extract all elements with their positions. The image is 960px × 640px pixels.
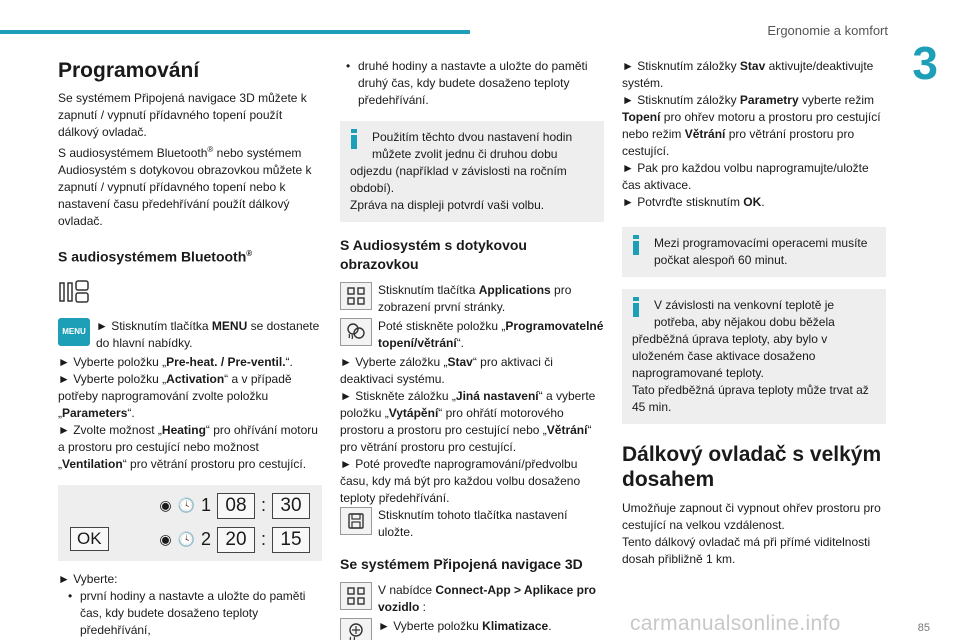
save-icon <box>340 507 372 535</box>
menu-button-icon: MENU <box>58 318 90 346</box>
step-confirm: ► Potvrďte stisknutím OK. <box>622 195 765 209</box>
section-title: Programování <box>58 59 200 82</box>
column-left <box>58 58 322 639</box>
chapter-number: 3 <box>912 37 938 89</box>
intro-paragraph-2: S audiosystémem Bluetooth® nebo systémem Audiosystém s dotykovou obrazovkou můžete k zapnutí / vypnutí přídavného topení nebo k nastavení času předehřívání použít dálkový ovladač. <box>58 145 312 228</box>
info-box: Použitím těchto dvou nastavení hodin můžete zvolit jednu či druhou dobu odjezdu (například v závislosti na ročním období). Zpráva na displeji potvrdí vaši volbu. <box>340 121 604 222</box>
list-item: • druhé hodiny a nastavte a uložte do paměti druhý čas, kdy budete dosaženo teploty předehřívání. <box>346 58 604 109</box>
step-activation: ► Vyberte položku „Activation“ a v případě potřeby naprogramování zvolte položku „Parameters“. <box>58 371 292 420</box>
step-other-settings: ► Stiskněte záložku „Jiná nastavení“ a vyberte položku „Vytápění“ pro ohřátí motorového prostoru a prostoru pro cestující nebo „Větrání“ pro větrání prostoru pro cestující. <box>340 389 596 454</box>
column-middle <box>340 58 604 640</box>
step-programmable: Poté stiskněte položku „Programovatelné topení/větrání“. <box>378 319 604 350</box>
timer-display-illustration <box>58 485 322 561</box>
timer-row-2: ◉ 🕓 2 20 : 15 <box>159 527 310 553</box>
programmable-heating-icon <box>340 318 372 346</box>
section-title-remote: Dálkový ovladač s velkým dosahem <box>622 443 882 491</box>
clock-list <box>58 588 322 639</box>
step-program-time: ► Poté proveďte naprogramování/předvolbu času, kdy má být pro každou volbu dosaženo teploty předehřívání. <box>340 457 581 505</box>
info-icon <box>630 297 642 317</box>
clock-icon: 🕓 <box>177 497 195 514</box>
step-climate: ► Vyberte položku Klimatizace. <box>378 619 552 633</box>
clock-list-cont <box>340 58 604 109</box>
radio-on-icon: ◉ <box>159 531 172 548</box>
chapter-title: Ergonomie a komfort <box>767 23 888 38</box>
step-heating: ► Zvolte možnost „Heating“ pro ohřívání motoru a prostoru pro cestující nebo možnost „Ventilation“ pro větrání prostoru pro cestující. <box>58 422 318 471</box>
subsection-title-navigation: Se systémem Připojená navigace 3D <box>340 556 583 572</box>
climate-icon <box>340 618 372 640</box>
step-connect-app: V nabídce Connect-App > Aplikace pro vozidlo : <box>378 583 596 614</box>
ok-icon: OK <box>70 527 109 551</box>
step-status-tab: ► Vyberte záložku „Stav“ pro aktivaci či deaktivaci systému. <box>340 355 553 386</box>
radio-on-icon: ◉ <box>159 497 172 514</box>
info-icon <box>348 129 360 149</box>
timer-row-1: ◉ 🕓 1 08 : 30 <box>159 493 310 519</box>
list-item: • první hodiny a nastavte a uložte do paměti čas, kdy budete dosaženo teploty předehřívání, <box>68 588 322 639</box>
choose-label: ► Vyberte: <box>58 571 118 586</box>
step-parameters: ► Stisknutím záložky Parametry vyberte režim Topení pro ohřev motoru a prostoru pro cestující nebo režim Větrání pro větrání prostoru pro cestující. <box>622 93 881 158</box>
step-applications: Stisknutím tlačítka Applications pro zobrazení první stránky. <box>378 283 572 314</box>
info-box: Mezi programovacími operacemi musíte počkat alespoň 60 minut. <box>622 227 886 277</box>
column-right <box>622 58 886 568</box>
header-accent-bar <box>0 30 470 34</box>
subsection-title-touchscreen: S Audiosystém s dotykovou obrazovkou <box>340 237 527 272</box>
step-status: ► Stisknutím záložky Stav aktivujte/deaktivujte systém. <box>622 59 874 90</box>
step-save: Stisknutím tohoto tlačítka nastavení uložte. <box>378 508 568 539</box>
step-menu: ► Stisknutím tlačítka MENU se dostanete do hlavní nabídky. <box>96 318 320 350</box>
bluetooth-settings-icon <box>58 279 92 307</box>
remote-paragraph-2: Tento dálkový ovladač má při přímé viditelnosti dosah přibližně 1 km. <box>622 535 871 566</box>
subsection-title-bluetooth: S audiosystémem Bluetooth® <box>58 248 253 265</box>
watermark: carmanualsonline.info <box>630 612 841 635</box>
info-icon <box>630 235 642 255</box>
info-box: V závislosti na venkovní teplotě je potřeba, aby nějakou dobu běžela předběžná úprava teploty, aby bylo v uloženém čase aktivace dosaženo naprogramované teploty. Tato předběžná úprava teploty může trvat až 45 min. <box>622 289 886 424</box>
applications-grid-icon <box>340 282 372 310</box>
clock-icon: 🕓 <box>177 531 195 548</box>
applications-grid-icon <box>340 582 372 610</box>
remote-paragraph: Umožňuje zapnout či vypnout ohřev prostoru pro cestující na velkou vzdálenost. <box>622 501 881 532</box>
intro-paragraph: Se systémem Připojená navigace 3D můžete k zapnutí / vypnutí přídavného topení použít dálkový ovladač. <box>58 91 307 139</box>
step-preheat: ► Vyberte položku „Pre-heat. / Pre-ventil.“. <box>58 354 293 369</box>
step-program: ► Pak pro každou volbu naprogramujte/uložte čas aktivace. <box>622 161 869 192</box>
page-number: 85 <box>917 622 930 634</box>
